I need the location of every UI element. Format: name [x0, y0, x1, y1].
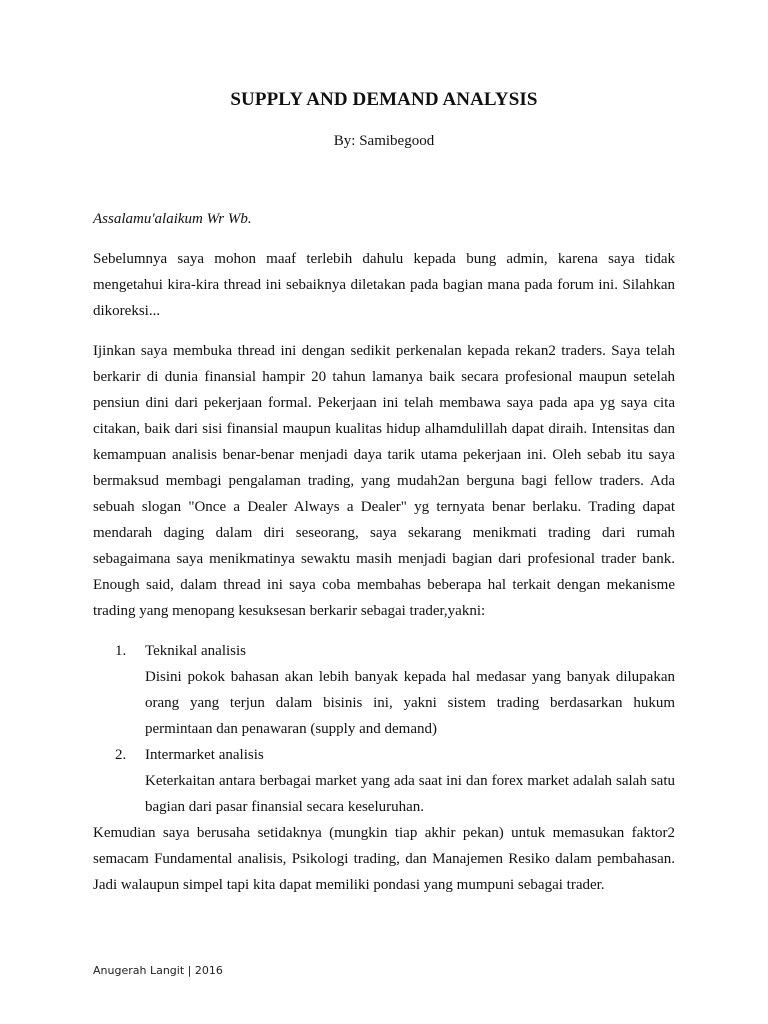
- list-item-description: Disini pokok bahasan akan lebih banyak kepada hal medasar yang banyak dilupakan orang yang terjun dalam bisinis ini, yakni sistem trading berdasarkan hukum permintaan dan penawaran (supply and demand): [145, 669, 675, 737]
- list-item-description: Keterkaitan antara berbagai market yang ada saat ini dan forex market adalah salah satu bagian dari pasar finansial secara keseluruhan.: [145, 773, 675, 815]
- document-title: SUPPLY AND DEMAND ANALYSIS: [230, 89, 538, 110]
- list-number: 1.: [115, 643, 127, 659]
- paragraph-closing: Kemudian saya berusaha setidaknya (mungkin tiap akhir pekan) untuk memasukan faktor2 semacam Fundamental analisis, Psikologi trading, dan Manajemen Resiko dalam pembahasan. Jadi walaupun simpel tapi kita dapat memiliki pondasi yang mumpuni sebagai trader.: [93, 825, 675, 893]
- author-byline: By: Samibegood: [333, 133, 435, 149]
- list-item: [93, 742, 675, 820]
- document-body: [93, 206, 675, 898]
- paragraph-apology: Sebelumnya saya mohon maaf terlebih dahulu kepada bung admin, karena saya tidak mengetahui kira-kira thread ini sebaiknya diletakan pada bagian mana pada forum ini. Silahkan dikoreksi...: [93, 251, 675, 319]
- paragraph-introduction: Ijinkan saya membuka thread ini dengan sedikit perkenalan kepada rekan2 traders. Saya telah berkarir di dunia finansial hampir 20 tahun lamanya baik secara profesional maupun setelah pensiun dini dari pekerjaan formal. Pekerjaan ini telah membawa saya pada apa yg saya cita citakan, baik dari sisi finansial maupun kualitas hidup alhamdulillah dapat diraih. Intensitas dan kemampuan analisis benar-benar menjadi daya tarik utama pekerjaan ini. Oleh sebab itu saya bermaksud membagi pengalaman trading, yang mudah2an berguna bagi fellow traders. Ada sebuah slogan "Once a Dealer Always a Dealer" yg ternyata benar berlaku. Trading dapat mendarah daging dalam diri seseorang, saya sekarang menikmati trading dari rumah sebagaimana saya menikmatinya sewaktu masih menjadi bagian dari profesional trader bank. Enough said, dalam thread ini saya coba membahas beberapa hal terkait dengan mekanisme trading yang menopang kesuksesan berkarir sebagai trader,yakni:: [93, 343, 675, 619]
- page-footer: Anugerah Langit | 2016: [93, 964, 223, 977]
- list-item-title: Intermarket analisis: [145, 747, 264, 763]
- list-item-title: Teknikal analisis: [145, 643, 247, 659]
- list-number: 2.: [115, 747, 127, 763]
- topic-list: [93, 638, 675, 820]
- greeting: Assalamu'alaikum Wr Wb.: [93, 211, 252, 227]
- list-item: [93, 638, 675, 742]
